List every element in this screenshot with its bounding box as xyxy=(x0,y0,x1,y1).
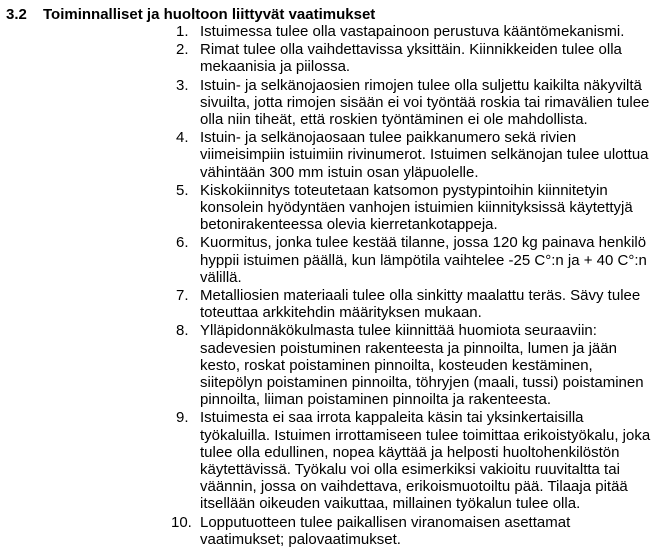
requirement-number: 7. xyxy=(176,287,189,305)
section-number: 3.2 xyxy=(6,6,27,23)
requirement-item xyxy=(176,182,654,234)
requirement-item xyxy=(176,41,654,75)
requirement-text-line: Kiskokiinnitys toteutetaan katsomon pystypintoihin kiinnitetyin xyxy=(200,181,608,199)
requirement-item xyxy=(176,77,654,129)
requirement-item xyxy=(176,234,654,286)
requirement-text-line: hyppii istuimen päällä, kun lämpötila vaihtelee -25 C°:n ja + 40 C°:n xyxy=(200,251,647,269)
requirement-text-line: käytettävissä. Työkalu voi olla esimerkiksi vakioitu ruuvitaltta tai xyxy=(200,461,620,479)
requirement-item xyxy=(176,129,654,181)
requirement-text-line: vaatimukset; palovaatimukset. xyxy=(200,530,401,548)
requirement-text-line: konsolein hyödyntäen vanhojen istuimien kiinnityksissä käytettyjä xyxy=(200,199,633,217)
requirement-text-line: Istuimesta ei saa irrota kappaleita käsin tai yksinkertaisilla xyxy=(200,409,584,427)
requirement-text-line: Ylläpidonnäkökulmasta tulee kiinnittää huomiota seuraaviin: xyxy=(200,322,597,340)
section-title: Toiminnalliset ja huoltoon liittyvät vaatimukset xyxy=(43,6,376,23)
requirement-number: 10. xyxy=(171,513,192,531)
requirement-number: 4. xyxy=(176,129,189,147)
requirement-text-line: tulee olla edullinen, nopea käyttää ja helposti huoltohenkilöstön xyxy=(200,443,620,461)
requirement-number: 2. xyxy=(176,41,189,59)
requirement-text-line: Istuimessa tulee olla vastapainoon perustuva kääntömekanismi. xyxy=(200,23,625,40)
requirement-item xyxy=(176,287,654,321)
requirement-number: 6. xyxy=(176,234,189,252)
requirement-text-line: vähintään 300 mm istuin osan yläpuolelle. xyxy=(200,163,479,181)
requirement-text-line: Istuin- ja selkänojaosien rimojen tulee olla suljettu kaikilta näkyviltä xyxy=(200,76,642,94)
requirement-text-line: itsellään oikeuden vaikuttaa, millainen työkalun tulee olla. xyxy=(200,495,581,513)
requirement-item xyxy=(176,409,654,512)
requirement-text-line: mekaanisia ja piilossa. xyxy=(200,58,351,76)
requirement-text-line: olla niin tiheät, että roskien työntäminen ei ole mahdollista. xyxy=(200,111,588,129)
requirement-text-line: toteuttaa arkkitehdin määrityksen mukaan. xyxy=(200,304,482,322)
requirement-number: 8. xyxy=(176,322,189,340)
requirement-number: 3. xyxy=(176,76,189,94)
section-heading xyxy=(6,6,375,24)
requirement-text-line: siitepölyn poistaminen pinnoilta, töhryjen (maali, tussi) poistaminen xyxy=(200,374,644,392)
requirement-item xyxy=(176,322,654,408)
requirement-text-line: sivuilta, jotta rimojen sisään ei voi työntää roskia tai rimavälien tulee xyxy=(200,93,650,111)
requirement-text-line: Istuin- ja selkänojaosaan tulee paikkanumero sekä rivien xyxy=(200,129,577,147)
requirement-item xyxy=(171,513,654,548)
requirement-text-line: työkaluilla. Istuimen irrottamiseen tulee toimittaa erikoistyökalu, joka xyxy=(200,426,651,444)
requirement-number: 1. xyxy=(176,23,189,40)
requirement-text-line: betonirakenteessa olevia kierretankotappeja. xyxy=(200,216,498,234)
requirement-text-line: Metalliosien materiaali tulee olla sinkitty maalattu teräs. Sävy tulee xyxy=(200,287,641,305)
requirement-text-line: sadevesien poistuminen rakenteesta ja pinnoilta, lumen ja jään xyxy=(200,339,617,357)
requirement-text-line: viimeisimpiin istuimiin rivinumerot. Istuimen selkänojan tulee ulottua xyxy=(200,146,649,164)
requirement-text-line: pinnoilta, liiman poistaminen pinnoilta ja rakenteesta. xyxy=(200,391,552,409)
requirement-text-line: väännin, jossa on vaihdettava, erikoismuotoiltu pää. Tilaaja pitää xyxy=(200,478,628,496)
requirement-text-line: Rimat tulee olla vaihdettavissa yksittäin. Kiinnikkeiden tulee olla xyxy=(200,41,622,59)
requirement-number: 5. xyxy=(176,181,189,199)
requirements-list xyxy=(171,23,654,548)
requirement-text-line: Lopputuotteen tulee paikallisen viranomaisen asettamat xyxy=(200,513,571,531)
requirement-item xyxy=(176,23,654,40)
requirement-number: 9. xyxy=(176,409,189,427)
requirement-text-line: välillä. xyxy=(200,268,242,286)
requirement-text-line: kesto, roskat poistaminen pinnoilta, kosteuden kestäminen, xyxy=(200,356,593,374)
requirement-text-line: Kuormitus, jonka tulee kestää tilanne, jossa 120 kg painava henkilö xyxy=(200,234,647,252)
